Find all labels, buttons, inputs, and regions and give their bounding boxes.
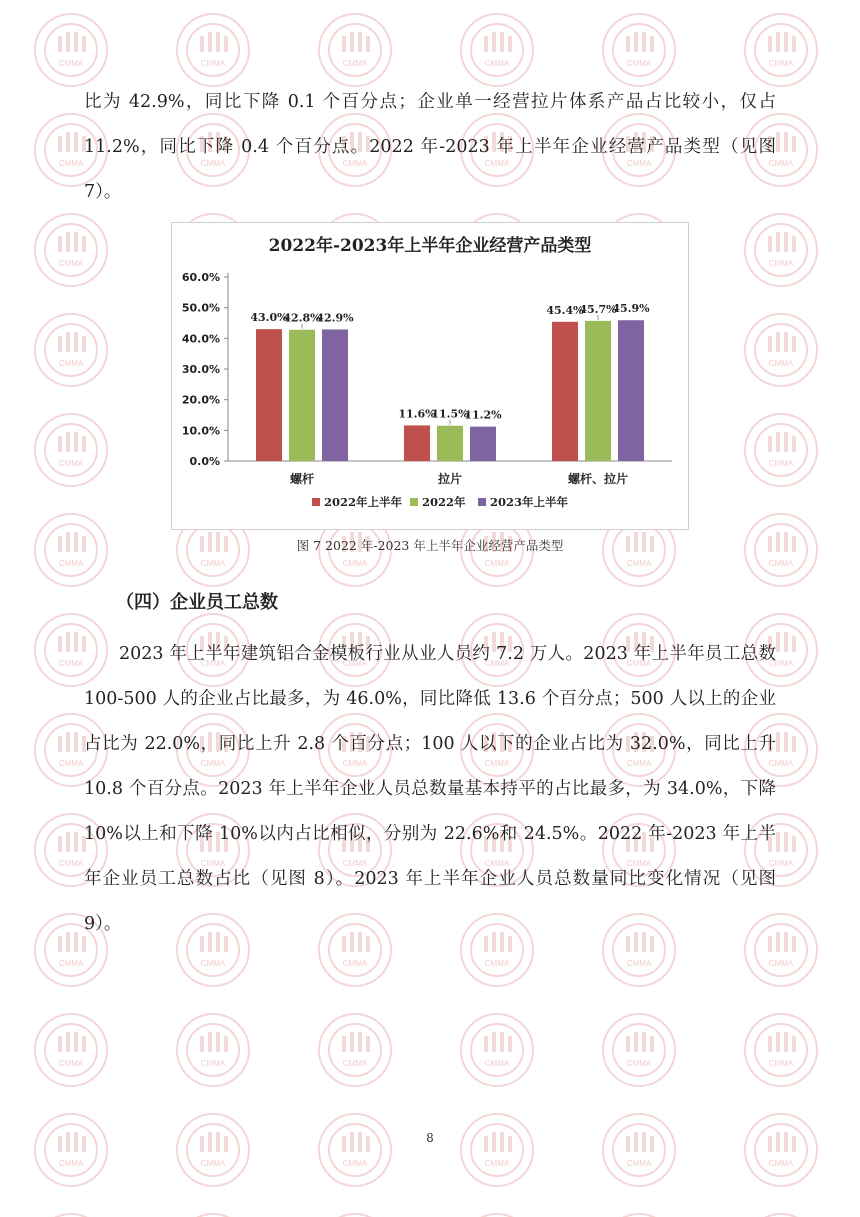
bar-data-label: 45.9% — [612, 302, 650, 316]
chart-title: 2022年-2023年上半年企业经营产品类型 — [268, 236, 592, 256]
bar-1-2 — [470, 427, 496, 461]
bar-1-0 — [404, 425, 430, 461]
bar-data-label: 11.6% — [398, 407, 436, 421]
chart-product-types — [171, 222, 689, 530]
bar-data-label: 45.4% — [546, 303, 584, 317]
y-tick-label: 60.0% — [181, 271, 220, 284]
legend-swatch-2 — [478, 498, 486, 506]
y-tick-label: 10.0% — [181, 424, 220, 438]
bar-0-0 — [256, 329, 282, 461]
section-heading: （四）企业员工总数 — [116, 592, 278, 613]
bar-data-label: 43.0% — [250, 311, 288, 325]
y-tick-label: 50.0% — [181, 301, 220, 315]
paragraph-employees: 2023 年上半年建筑铝合金模板行业从业人员约 7.2 万人。2023 年上半年员工总数 100-500 人的企业占比最多，为 46.0%，同比降低 13.6 个百分点；500 人以上的企业占比为 22.0%，同比上升 2.8 个百分点；100 人以下的企业占比为 32.0%，同比上升 10.8 个百分点。2023 年上半年企业人员总数量基本持平的占比最多，为 34.0%，下降 10%以上和下降 10%以内占比相似，分别为 22.6%和 24.5%。2022 年-2023 年上半年企业员工总数占比（见图 8）。2023 年上半年企业人员总数量同比变化情况（见图 9）。 — [84, 644, 776, 934]
y-tick-label: 30.0% — [181, 363, 220, 376]
bar-data-label: 45.7% — [579, 302, 617, 316]
bar-2-0 — [552, 322, 578, 461]
bar-2-1 — [585, 321, 611, 461]
figure-caption: 图 7 2022 年-2023 年上半年企业经营产品类型 — [296, 538, 564, 553]
bar-2-2 — [618, 320, 644, 461]
bar-data-label: 42.8% — [283, 311, 321, 325]
bar-data-label: 42.9% — [316, 311, 354, 325]
legend-label: 2023年上半年 — [490, 495, 569, 509]
legend-label: 2022年上半年 — [324, 495, 403, 509]
y-tick-label: 20.0% — [181, 393, 220, 407]
x-category-label: 拉片 — [437, 472, 463, 486]
bar-0-1 — [289, 330, 315, 461]
legend-label: 2022年 — [422, 495, 466, 509]
paragraph-product-types: 比为 42.9%，同比下降 0.1 个百分点；企业单一经营拉片体系产品占比较小，仅占 11.2%，同比下降 0.4 个百分点。2022 年-2023 年上半年企业经营产品类型（见图 7）。 — [84, 92, 776, 202]
bar-data-label: 11.5% — [431, 407, 469, 421]
y-tick-label: 0.0% — [189, 455, 220, 468]
x-category-label: 螺杆 — [289, 472, 315, 486]
bar-0-2 — [322, 329, 348, 461]
legend-swatch-1 — [410, 498, 418, 506]
chart-svg — [172, 223, 688, 529]
page-number: 8 — [426, 1131, 434, 1145]
y-tick-label: 40.0% — [181, 332, 220, 346]
x-category-label: 螺杆、拉片 — [567, 472, 629, 486]
bar-1-1 — [437, 426, 463, 461]
legend-swatch-0 — [312, 498, 320, 506]
bar-data-label: 11.2% — [464, 408, 502, 422]
